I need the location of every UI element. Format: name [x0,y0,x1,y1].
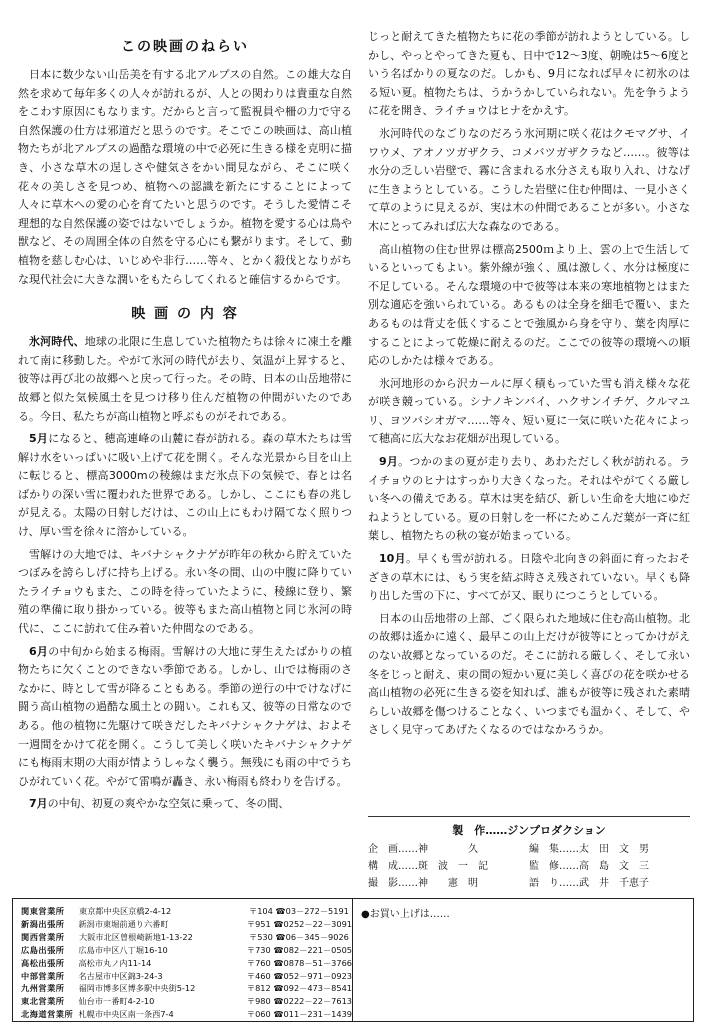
body-paragraph [368,241,690,371]
purchase-label: ●お買い上げは…… [361,909,450,920]
body-paragraph [18,795,352,814]
body-paragraph [18,430,352,542]
body-paragraph [18,66,352,289]
credits-divider [368,816,690,817]
body-paragraph [368,550,690,606]
credit-row [368,841,690,858]
credit-entry: 撮 影……神 憲 明 [368,878,478,889]
office-address: 広島市中区八丁堀16-10 [78,944,168,955]
right-column [368,28,690,744]
office-phone: 〒730 ☎082－221－0505 [246,944,352,955]
credit-entry: 語 り……武 井 千恵子 [529,878,649,889]
office-row [21,1008,352,1021]
footer-box [12,898,694,1022]
content-section [18,333,352,814]
office-name: 東北営業所 [21,996,65,1007]
paragraph-text: 氷河地形のから沢カールに厚く積もっていた雪も消え様々な花が咲き競っている。シナノキンバイ、ハクサンイチゲ、クルマユリ、ヨツバシオガマ……等々、短い夏に一気に咲いた花々によって穂高に広大なお花畑が出現している。 [368,376,690,446]
credit-row [368,875,690,892]
office-row [21,944,352,957]
production-credit: 製 作……ジンプロダクション [452,824,606,837]
office-name: 北海道営業所 [21,1009,74,1020]
body-paragraph [18,546,352,639]
paragraph-text: の中旬、初夏の爽やかな空気に乗って、冬の間、 [47,797,290,811]
credits-block [368,822,690,892]
sales-offices-list [13,899,353,1021]
body-paragraph [18,333,352,426]
office-phone: 〒951 ☎0252－22－3091 [246,918,352,929]
office-address: 大阪市北区曽根崎新地1-13-22 [79,931,193,942]
paragraph-lead: 7月 [29,797,48,811]
office-row [21,970,352,983]
office-name: 中部営業所 [21,970,65,981]
body-paragraph [368,375,690,449]
body-paragraph [368,28,690,121]
paragraph-text: じっと耐えてきた植物たちに花の季節が訪れようとしている。しかし、やっとやってきた夏も、日中で12～3度、朝晩は5～6度という名ばかりの夏なのだ。しかも、9月になれば早々に初氷のはる短い夏。植物たちは、うかうかしていられない。先を争うように花を開き、ライチョウはヒナをかえす。 [368,30,690,118]
aim-section [18,66,352,289]
paragraph-text: 日本に数少ない山岳美を有する北アルプスの自然。この雄大な自然を求めて毎年多くの人々が訪れるが、人との関わりは貴重な自然をこわす原因にもなります。だからと言って監視員や柵の力で守る自然保護の仕方は邪道だと思うのです。そこでこの映画は、高山植物たちが北アルプスの過酷な環境の中で必死に生きる様を克明に描き、小さな草木の逞しさや健気さをかい間見ながら、そこに咲く花々の美しさを見つめ、植物への認識を新たにすることによって人々に草木への愛の心を育てたいと思うのです。そうした愛情こそ理想的な自然保護の姿ではないでしょうか。植物を愛する心は鳥や獣など、その周囲全体の自然を守る心にも繋がります。そして、動植物を慈しむ心は、いじめや非行……等々、とかく殺伐となりがちな現代社会に大きな潤いをもたらしてくれると確信するからです。 [18,68,352,286]
office-address: 札幌市中央区南一条西7-4 [78,1009,174,1020]
credit-rows [368,841,690,892]
paragraph-lead: 9月 [379,455,399,469]
body-paragraph [368,125,690,237]
paragraph-text: になると、穂高連峰の山麓に春が訪れる。森の草木たちは雪解け水をいっぱいに吸い上げて花を開く。そんな光景から目を山上に転じると、標高3000mの稜線はまだ氷点下の気候で、春とは名ばかりの深い雪に覆われた世界である。しかし、ここにも春の兆しが見える。太陽の日射しだけは、この山上にもわけ隔てなく照りつけ、厚い雪を徐々に溶かしている。 [18,432,353,539]
credit-entry: 監 修……高 島 文 三 [529,861,649,872]
paragraph-text: 地球の北限に生息していた植物たちは徐々に凍土を離れて南に移動した。やがて氷河の時代が去り、気温が上昇すると、彼等は再び北の故郷へと戻って行った。その時、日本の山岳地帯に故郷と似た気候風土を見つけ移り住んだ植物の仲間がいたのである。今日、私たちが高山植物と呼ぶものがそれである。 [18,335,353,423]
office-row [21,931,352,944]
body-paragraph [368,610,690,740]
office-address: 仙台市一番町4-2-10 [78,996,155,1007]
office-row [21,905,352,918]
aim-title: この映画のねらい [121,39,249,55]
content-title: 映 画 の 内 容 [131,306,239,323]
office-address: 東京都中央区京橋2-4-12 [79,906,172,916]
credit-entry: 構 成……斑 波 一 記 [368,861,488,872]
office-name: 高松出張所 [21,957,65,968]
paragraph-lead: 10月 [379,552,407,566]
body-paragraph [368,453,690,546]
office-address: 名古屋市中区錦3-24-3 [78,970,163,981]
office-row [21,918,352,931]
content-continued [368,28,690,740]
paragraph-text: 。早くも雪が訪れる。日陰や北向きの斜面に育ったおそざきの草木には、もう実を結ぶ時さえ残されていない。早くも降り出した雪の下に、すべてが又、眠りにつこうとしている。 [368,552,691,603]
credit-row [368,858,690,875]
office-name: 広島出張所 [21,944,65,955]
office-address: 新潟市東堀前通り六番町 [78,918,169,929]
office-name: 九州営業所 [21,983,65,994]
office-phone: 〒760 ☎0878－51－3766 [246,957,352,968]
office-row [21,957,352,970]
paragraph-text: 高山植物の住む世界は標高2500ｍより上、雲の上で生活しているといってもよい。紫外線が強く、風は激しく、水分は極度に不足している。そんな環境の中で彼等は本来の寒地植物とはまた別な適応を強いられている。あるものは全身を細毛で覆い、またあるものは背丈を低くすることで強風から身を守り、葉を肉厚にすることによって乾燥に耐えるのだ。ここでの彼等の環境への順応のしかたは様々である。 [368,242,690,368]
paragraph-lead: 5月 [29,432,49,446]
paragraph-text: 氷河時代のなごりなのだろう氷河期に咲く花はクモマグサ、イワウメ、アオノツガザクラ、コメバツガザクラなど……。彼等は水分の乏しい岩壁で、霧に含まれる水分さえも取り入れ、けなげに生きようとしている。こうした岩壁に住む仲間は、一見小さくて草のように見えるが、実は木の仲間であることが多い。小さな木にとってみれば広大な森なのである。 [368,126,690,233]
office-phone: 〒812 ☎092－473－8541 [246,983,352,994]
office-phone: 〒104 ☎03－272－5191 [249,906,349,916]
office-phone: 〒060 ☎011－231－1439 [246,1009,352,1020]
office-row [21,995,352,1008]
paragraph-lead: 氷河時代、 [29,335,85,349]
office-name: 関西営業所 [21,931,65,942]
office-name: 関東営業所 [21,906,65,916]
paragraph-text: 雪解けの大地では、キバナシャクナゲが昨年の秋から貯えていたつぼみを誇らしげに持ち上げる。永い冬の間、山の中腹に降りていたライチョウもまた、この時を待っていたように、稜線に登り、繁殖の準備に取り掛かっている。彼等もまた高山植物と同じ氷河の時代に、ここに訪れて住み着いた仲間なのである。 [18,547,352,636]
left-column [18,28,352,818]
paragraph-text: 。つかのまの夏が走り去り、あわただしく秋が訪れる。ライチョウのヒナはすっかり大きくなった。それはやがてくる厳しい冬への備えである。草木は実を結び、新しい生命を大地にゆだねようとしている。夏の日射しを一杯にためこんだ葉が一斉に紅葉し、植物たちの秋の宴が始まっている。 [368,455,690,543]
paragraph-text: の中旬から始まる梅雨。雪解けの大地に芽生えたばかりの植物たちに欠くことのできない季節である。しかし、山では梅雨のさなかに、時として雪が降ることもある。季節の逆行の中でけなげに闘う高山植物の過酷な風土との闘い。これも又、彼等の日常なのである。他の植物に先駆けて咲きだしたキバナシャクナゲは、およそ一週間をかけて花を開く。こうして美しく咲いたキバナシャクナゲにも梅雨末期の大雨が情ようしゃなく襲う。無残にも雨の中でうちひがれていく花。やがて雷鳴が轟き、永い梅雨も終わりを告げる。 [18,644,353,788]
paragraph-lead: 6月 [29,644,49,658]
office-name: 新潟出張所 [21,918,65,929]
body-paragraph [18,643,352,792]
credit-entry: 編 集……太 田 文 男 [529,844,649,855]
office-phone: 〒460 ☎052－971－0923 [246,970,352,981]
office-row [21,982,352,995]
credit-entry: 企 画……神 久 [368,844,478,855]
office-address: 福岡市博多区博多駅中央街5-12 [78,983,196,994]
office-address: 高松市丸ノ内11-14 [78,957,152,968]
office-phone: 〒980 ☎0222－22－7613 [246,996,352,1007]
paragraph-text: 日本の山岳地帯の上部、ごく限られた地域に住む高山植物。北の故郷は遙かに遠く、最早この山上だけが彼等にとってかけがえのない故郷となっているのだ。そこに訪れる厳しく、そして永い冬をじっと耐え、束の間の短かい夏に美しく喜びの花を咲かせる高山植物の必死に生きる姿を知れば、誰もが彼等に残された素晴らしい故郷を傷つけることなく、いつまでも温かく、そして、やさしく見守ってあげたくなるのではなかろうか。 [368,611,690,737]
office-phone: 〒530 ☎06－345－9026 [249,931,349,942]
